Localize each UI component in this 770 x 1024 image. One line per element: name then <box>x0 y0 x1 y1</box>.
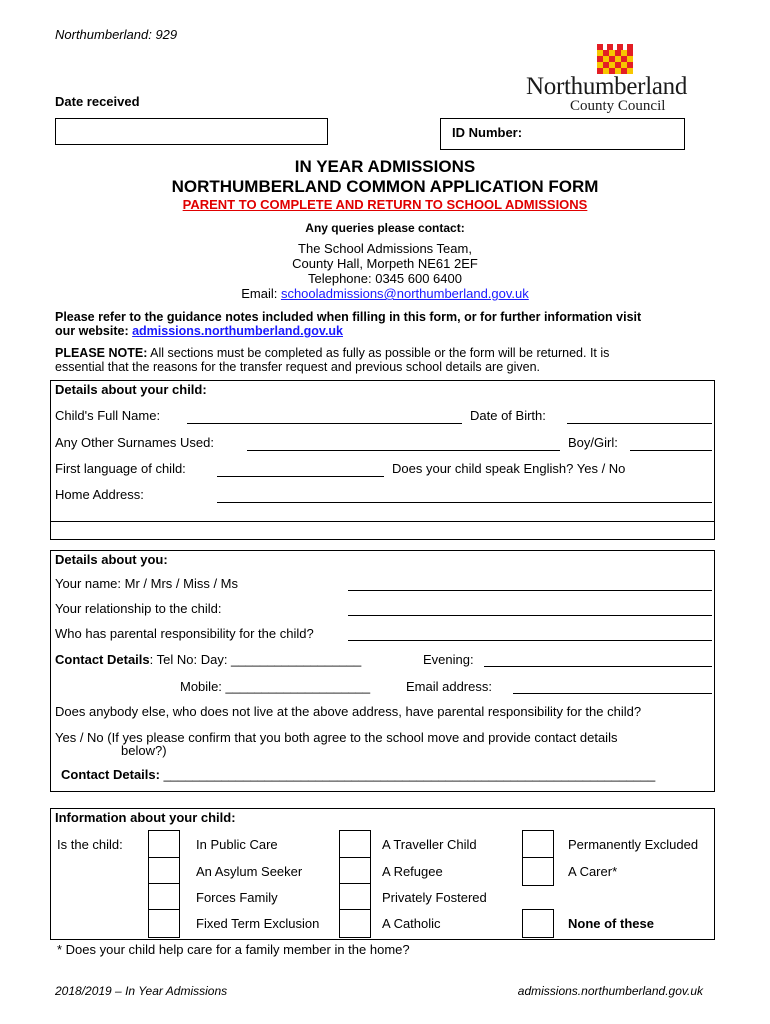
forces-family-checkbox[interactable] <box>148 883 180 912</box>
fixed-term-exclusion-label: Fixed Term Exclusion <box>196 916 320 931</box>
child-info-heading: Information about your child: <box>55 810 236 825</box>
dob-field[interactable] <box>567 423 712 424</box>
child-full-name-label: Child's Full Name: <box>55 408 161 423</box>
footer-right: admissions.northumberland.gov.uk <box>517 984 703 998</box>
public-care-checkbox[interactable] <box>148 830 180 859</box>
permanently-excluded-label: Permanently Excluded <box>568 837 699 852</box>
evening-label: Evening: <box>423 652 474 667</box>
evening-field[interactable] <box>484 666 712 667</box>
yes-no-line2: below?) <box>121 743 167 758</box>
note-line2: essential that the reasons for the transfer request and previous school details are given. <box>55 360 541 374</box>
contact-details2-field[interactable]: ____________________________________________________________________ <box>159 767 656 782</box>
email-address-label: Email address: <box>406 679 492 694</box>
speak-english-label: Does your child speak English? Yes / No <box>392 461 626 476</box>
catholic-label: A Catholic <box>382 916 441 931</box>
other-surnames-label: Any Other Surnames Used: <box>55 435 214 450</box>
contact-team: The School Admissions Team, <box>298 241 472 256</box>
form-reference: Northumberland: 929 <box>55 27 178 42</box>
none-of-these-label: None of these <box>568 916 654 931</box>
forces-family-label: Forces Family <box>196 890 278 905</box>
yes-no-line1: Yes / No (If yes please confirm that you both agree to the school move and provide contact details <box>55 730 618 745</box>
carer-footnote: * Does your child help care for a family member in the home? <box>57 942 410 957</box>
dob-label: Date of Birth: <box>470 408 546 423</box>
other-surnames-field[interactable] <box>247 450 560 451</box>
tel-day-label: : Tel No: Day: __________________ <box>149 652 362 667</box>
none-of-these-checkbox[interactable] <box>522 909 554 938</box>
contact-details2-label: Contact Details: <box>61 767 160 782</box>
queries-heading: Any queries please contact: <box>305 221 465 235</box>
contact-email-link[interactable]: schooladmissions@northumberland.gov.uk <box>280 286 529 301</box>
asylum-seeker-label: An Asylum Seeker <box>196 864 303 879</box>
asylum-seeker-checkbox[interactable] <box>148 857 180 886</box>
child-full-name-field[interactable] <box>187 423 462 424</box>
mobile-label: Mobile: ____________________ <box>180 679 371 694</box>
note-line1 <box>55 346 609 360</box>
public-care-label: In Public Care <box>196 837 278 852</box>
id-number-label: ID Number: <box>452 125 523 140</box>
date-received-label: Date received <box>55 94 140 109</box>
traveller-checkbox[interactable] <box>339 830 371 859</box>
first-language-field[interactable] <box>217 476 384 477</box>
boy-girl-field[interactable] <box>630 450 712 451</box>
contact-details-label: Contact Details <box>55 652 150 667</box>
catholic-checkbox[interactable] <box>339 909 371 938</box>
guidance-line1: Please refer to the guidance notes included when filling in this form, or for further information visit <box>55 310 642 324</box>
carer-checkbox[interactable] <box>522 857 554 886</box>
boy-girl-label: Boy/Girl: <box>568 435 618 450</box>
castle-icon <box>597 44 633 74</box>
note-text: All sections must be completed as fully as possible or the form will be returned. It is <box>147 346 610 360</box>
contact-email-line <box>0 286 770 301</box>
guidance-line2 <box>55 324 343 338</box>
child-details-heading: Details about your child: <box>55 382 207 397</box>
home-address-field[interactable] <box>217 502 712 503</box>
contact-tel-line <box>55 652 361 667</box>
refugee-label: A Refugee <box>382 864 443 879</box>
is-the-child-label: Is the child: <box>57 837 123 852</box>
your-name-label: Your name: Mr / Mrs / Miss / Ms <box>55 576 238 591</box>
footer-left: 2018/2019 – In Year Admissions <box>55 984 228 998</box>
privately-fostered-checkbox[interactable] <box>339 883 371 912</box>
contact-details2-line <box>61 767 655 782</box>
privately-fostered-label: Privately Fostered <box>382 890 487 905</box>
home-address-label: Home Address: <box>55 487 144 502</box>
your-name-field[interactable] <box>348 590 712 591</box>
guidance-website-link[interactable]: admissions.northumberland.gov.uk <box>132 324 344 338</box>
form-instruction: PARENT TO COMPLETE AND RETURN TO SCHOOL ADMISSIONS <box>182 197 588 212</box>
guidance-prefix: our website: <box>55 324 133 338</box>
id-number-field[interactable] <box>440 118 685 150</box>
form-title-line2: NORTHUMBERLAND COMMON APPLICATION FORM <box>171 177 599 196</box>
traveller-label: A Traveller Child <box>382 837 477 852</box>
contact-address: County Hall, Morpeth NE61 2EF <box>292 256 478 271</box>
permanently-excluded-checkbox[interactable] <box>522 830 554 859</box>
date-received-field[interactable] <box>55 118 328 145</box>
relationship-label: Your relationship to the child: <box>55 601 222 616</box>
refugee-checkbox[interactable] <box>339 857 371 886</box>
child-details-section <box>50 380 715 540</box>
carer-label: A Carer* <box>568 864 618 879</box>
parent-details-heading: Details about you: <box>55 552 168 567</box>
anybody-else-question: Does anybody else, who does not live at the above address, have parental responsibility for the child? <box>55 704 642 719</box>
relationship-field[interactable] <box>348 615 712 616</box>
parental-responsibility-label: Who has parental responsibility for the child? <box>55 626 314 641</box>
note-label: PLEASE NOTE: <box>55 346 148 360</box>
contact-telephone: Telephone: 0345 600 6400 <box>308 271 462 286</box>
form-title-line1: IN YEAR ADMISSIONS <box>294 157 476 176</box>
logo-subtitle: County Council <box>570 98 666 114</box>
logo-title: Northumberland <box>526 73 688 100</box>
first-language-label: First language of child: <box>55 461 186 476</box>
parental-responsibility-field[interactable] <box>348 640 712 641</box>
council-logo <box>528 44 713 114</box>
contact-email-label: Email: <box>241 286 281 301</box>
fixed-term-exclusion-checkbox[interactable] <box>148 909 180 938</box>
email-address-field[interactable] <box>513 693 712 694</box>
